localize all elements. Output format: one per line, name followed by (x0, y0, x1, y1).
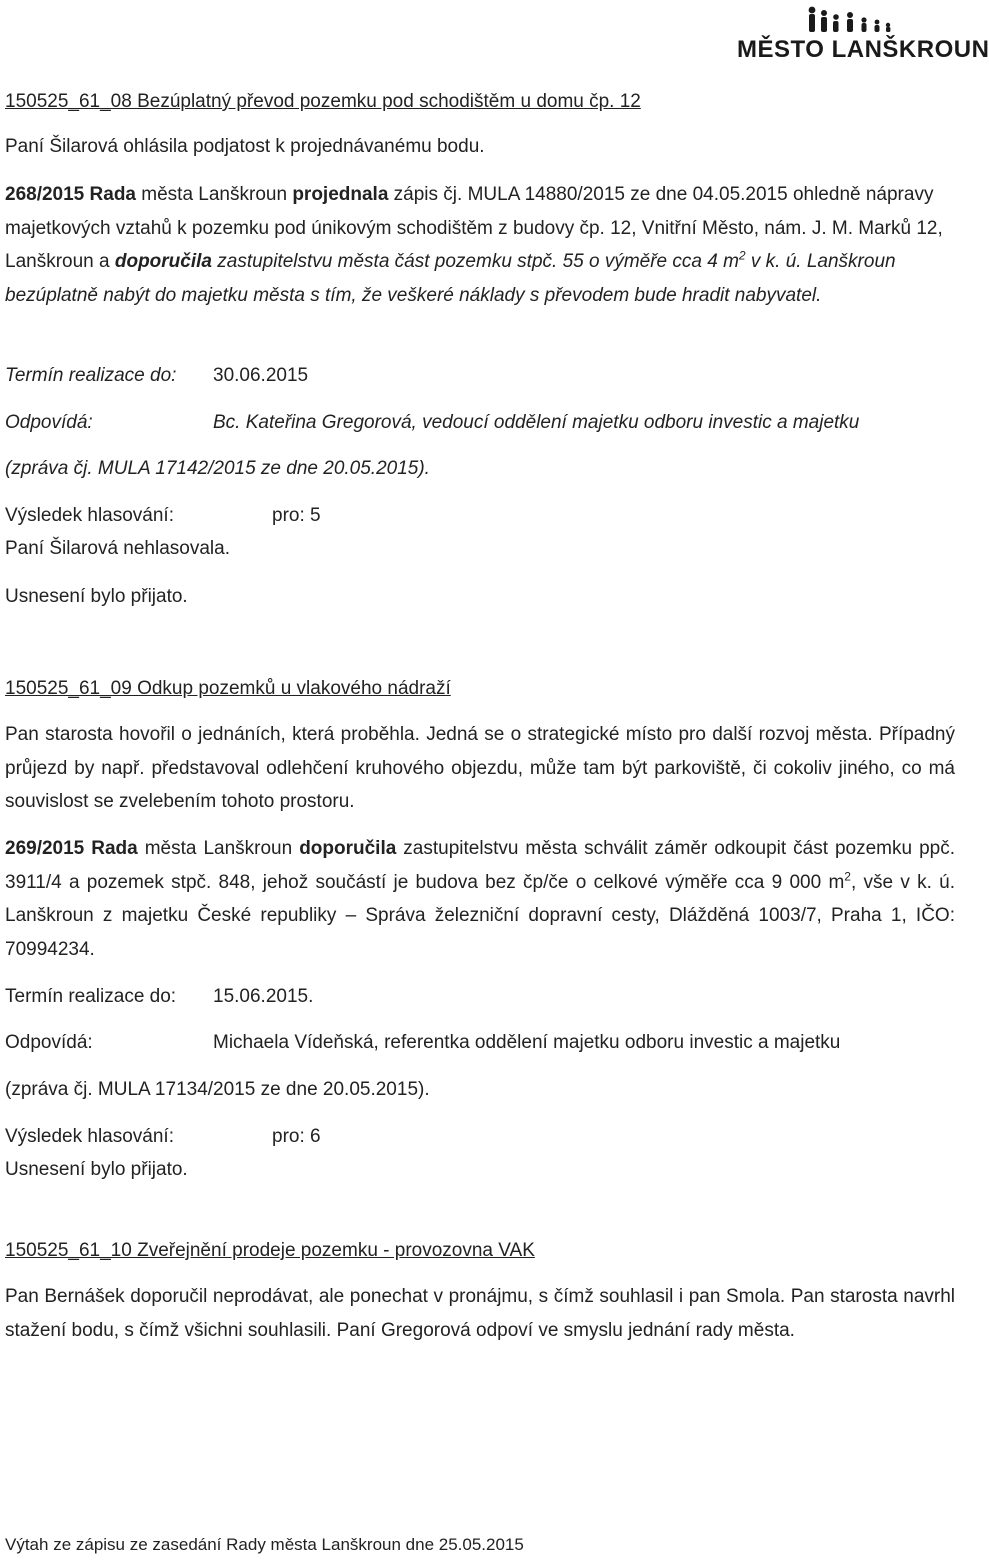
odpovida-label: Odpovídá: (5, 1032, 93, 1053)
item10-heading: 150525_61_10 Zveřejnění prodeje pozemku - provozovna VAK (5, 1240, 535, 1261)
odpovida-value: Bc. Kateřina Gregorová, vedoucí oddělení majetku odboru investic a majetku (213, 412, 860, 433)
resolution-number: 269/2015 (5, 838, 85, 859)
city-logo (737, 4, 989, 63)
resolution-text: zápis čj. MULA 14880/2015 ze dne 04.05.2015 ohledně nápravy majetkových vztahů k pozemku pod únikovým schodištěm z budovy čp. 12, Vnitřní Město, nám. J. M. Marků 12, Lanškroun a (5, 184, 943, 272)
item09-vysledek (5, 1120, 955, 1154)
resolution-text: zastupitelstvu města schválit záměr odkoupit část pozemku ppč. 3911/4 a pozemek stpč. 848, jehož součástí je budova bez čp/če o celkové výměře cca 9 000 m (5, 838, 955, 893)
vysledek-value: pro: 5 (272, 505, 321, 526)
item09-zprava: (zpráva čj. MULA 17134/2015 ze dne 20.05.2015). (5, 1079, 430, 1100)
item08-termin (5, 359, 955, 393)
item08-heading: 150525_61_08 Bezúplatný převod pozemku pod schodištěm u domu čp. 12 (5, 91, 641, 112)
item08-para: Paní Šilarová ohlásila podjatost k projednávanému bodu. (5, 136, 485, 157)
item09-para: Pan starosta hovořil o jednáních, která proběhla. Jedná se o strategické místo pro další rozvoj města. Případný průjezd by např. představoval odlehčení kruhového objezdu, může tam být parkoviště, či cokoliv jiného, co má souvislost se zvelebením tohoto prostoru. (5, 724, 955, 812)
termin-label: Termín realizace do: (5, 986, 177, 1007)
item08-usneseni: Usnesení bylo přijato. (5, 586, 188, 607)
vysledek-label: Výsledek hlasování: (5, 1126, 174, 1147)
item10-para: Pan Bernášek doporučil neprodávat, ale ponechat v pronájmu, s čímž souhlasil i pan Smola. Pan starosta navrhl stažení bodu, s čímž všichni souhlasili. Paní Gregorová odpoví ve smyslu jednání rady města. (5, 1286, 955, 1341)
resolution-verb: doporučila (114, 251, 212, 272)
item09-termin (5, 980, 955, 1014)
odpovida-label: Odpovídá: (5, 412, 93, 433)
item08-note: Paní Šilarová nehlasovala. (5, 538, 230, 559)
item09-resolution (5, 832, 955, 966)
termin-label: Termín realizace do: (5, 365, 177, 386)
item08-vysledek (5, 499, 955, 533)
resolution-rada: Rada (91, 838, 138, 859)
resolution-text: zastupitelstvu města část pozemku stpč. 55 o výměře cca 4 m (211, 251, 739, 272)
item09-usneseni: Usnesení bylo přijato. (5, 1159, 188, 1180)
resolution-text: města Lanškroun (137, 838, 300, 859)
resolution-number: 268/2015 (5, 184, 85, 205)
resolution-text: města Lanškroun (136, 184, 293, 205)
item08-resolution (5, 178, 955, 312)
item09-heading: 150525_61_09 Odkup pozemků u vlakového nádraží (5, 678, 451, 699)
logo-text: MĚSTO LANŠKROUN (737, 36, 989, 63)
resolution-text: , vše v k. ú. Lanškroun z majetku České republiky – Správa železniční dopravní cesty, Dlážděná 1003/7, Praha 1, IČO: 70994234. (5, 871, 956, 960)
superscript: 2 (738, 248, 746, 263)
vysledek-label: Výsledek hlasování: (5, 505, 174, 526)
item08-odpovida (5, 406, 955, 440)
resolution-verb: doporučila (299, 838, 397, 859)
page-footer: Výtah ze zápisu ze zasedání Rady města Lanškroun dne 25.05.2015 (5, 1535, 524, 1554)
vysledek-value: pro: 6 (272, 1126, 321, 1147)
resolution-verb: projednala (292, 184, 389, 205)
termin-value: 30.06.2015 (213, 365, 309, 386)
item08-zprava: (zpráva čj. MULA 17142/2015 ze dne 20.05.2015). (5, 458, 430, 479)
odpovida-value: Michaela Vídeňská, referentka oddělení majetku odboru investic a majetku (213, 1032, 841, 1053)
item09-odpovida (5, 1026, 955, 1060)
termin-value: 15.06.2015. (213, 986, 314, 1007)
superscript: 2 (844, 869, 851, 884)
people-silhouettes-icon (737, 4, 952, 38)
resolution-text: v k. ú. Lanškroun bezúplatně nabýt do majetku města s tím, že veškeré náklady s převodem bude hradit nabyvatel. (5, 251, 896, 306)
resolution-rada: Rada (89, 184, 136, 205)
